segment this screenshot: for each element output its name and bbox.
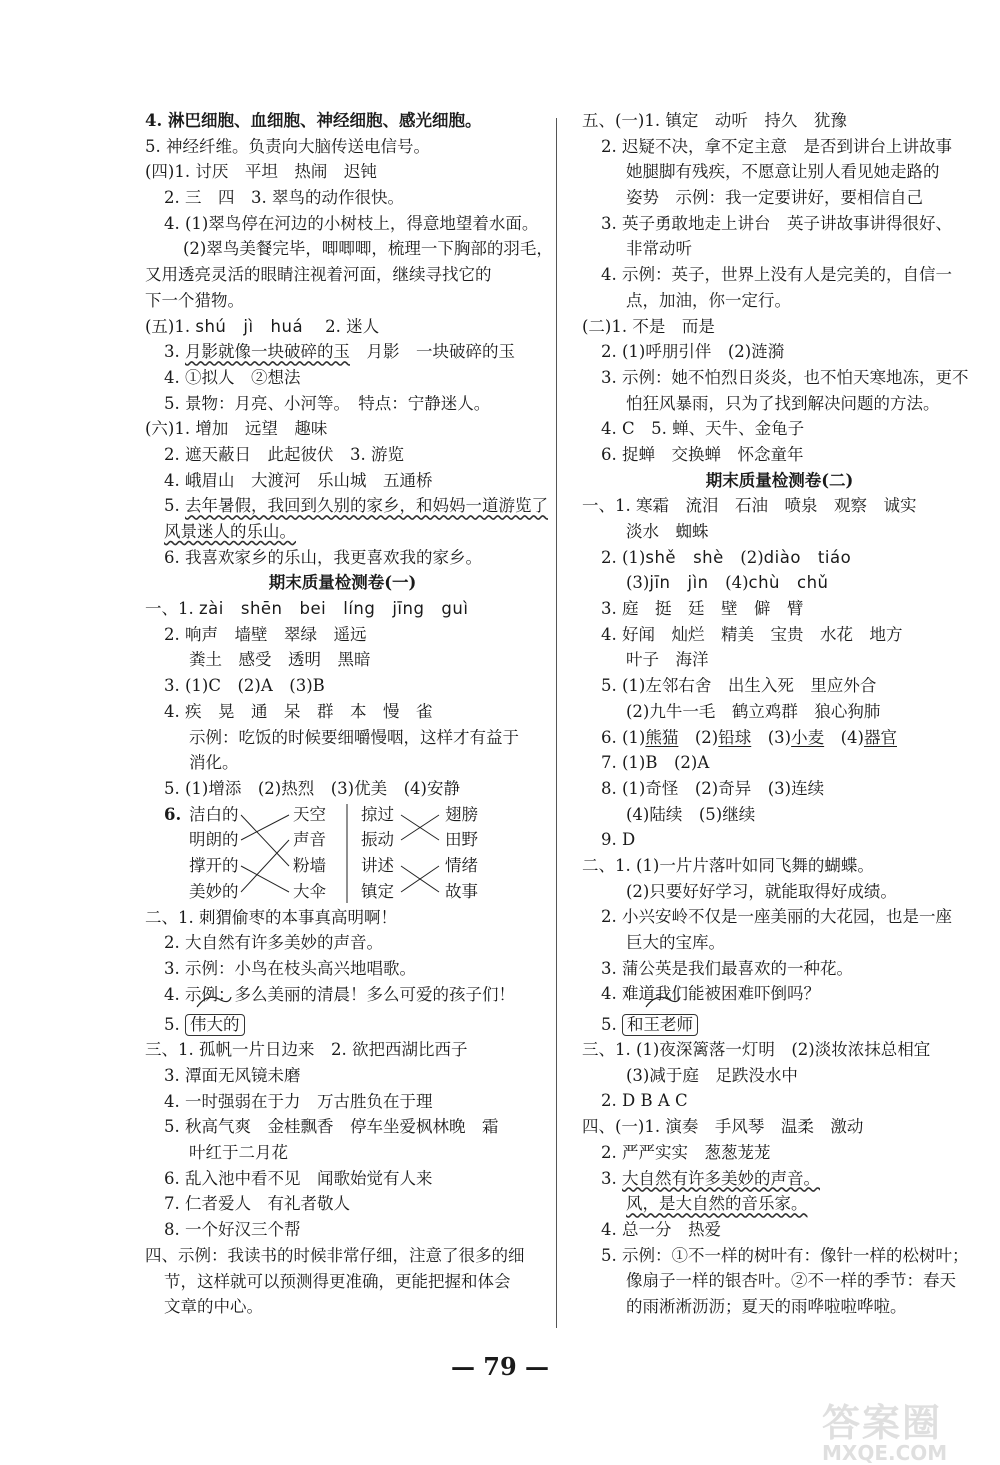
- answer-line: 3. 示例：她不怕烈日炎炎，也不怕天寒地冻，更不: [601, 367, 969, 387]
- underlined-word: 铅球: [718, 727, 752, 747]
- insert-mark-icon: [195, 993, 235, 1009]
- answer-line: 5. (1)左邻右舍 出生入死 里应外合: [601, 676, 877, 696]
- answer-line: 2. 遮天蔽日 此起彼伏 3. 游览: [164, 444, 404, 464]
- wavy-underlined-text: 风景迷人的乐山。: [164, 522, 296, 541]
- answer-line: 二、1. 刺猬偷枣的本事真高明啊！: [145, 907, 397, 927]
- answer-line: 三、1. (1)夜深篱落一灯明 (2)淡妆浓抹总相宜: [582, 1040, 931, 1060]
- answer-line: 4. 总一分 热爱: [601, 1219, 721, 1239]
- item-label: 6.: [164, 804, 182, 824]
- answer-line: 五、(一)1. 镇定 动听 持久 犹豫: [582, 111, 847, 130]
- answer-line: 4. 示例：英子，世界上没有人是完美的，自信一: [601, 265, 952, 285]
- answer-line: (4)陆续 (5)继续: [626, 804, 756, 824]
- boxed-word: 伟大的: [185, 1014, 245, 1036]
- answer-line: 她腿脚有残疾，不愿意让别人看见她走路的: [626, 162, 940, 182]
- match-word: 洁白的: [189, 804, 239, 824]
- answer-line: 4. 峨眉山 大渡河 乐山城 五通桥: [164, 470, 433, 490]
- page-number: — 79 —: [450, 1352, 550, 1381]
- answer-line: 4. 淋巴细胞、血细胞、神经细胞、感光细胞。: [145, 111, 482, 130]
- matching-exercise: [145, 802, 540, 905]
- answer-line: 3. 潭面无风镜未磨: [164, 1066, 301, 1085]
- answer-line: 7. (1)B (2)A: [601, 753, 710, 773]
- answer-line: 8. 一个好汉三个帮: [164, 1220, 301, 1240]
- answer-line: 5. 示例：①不一样的树叶有：像针一样的松树叶；: [601, 1245, 969, 1265]
- wavy-underlined-text: 风，是大自然的音乐家。: [626, 1194, 808, 1214]
- answer-line: [145, 519, 540, 545]
- answer-line: 6. 乱入池中看不见 闻歌始觉有人来: [164, 1168, 433, 1188]
- matching-diagram: [189, 802, 509, 905]
- answer-line: 4. 好闻 灿烂 精美 宝贵 水花 地方: [601, 624, 903, 644]
- item-label: 5.: [601, 1015, 617, 1035]
- underlined-word: 熊猫: [645, 727, 679, 747]
- answer-line: [145, 339, 540, 365]
- answer-line: 非常动听: [626, 239, 692, 259]
- answer-line: 8. (1)奇怪 (2)奇异 (3)连续: [601, 778, 825, 798]
- watermark-url: MXQE.COM: [822, 1441, 948, 1465]
- item-text: 月影 一块破碎的玉: [366, 342, 515, 362]
- item-label: (3): [767, 727, 792, 747]
- wavy-underlined-text: 大自然有许多美妙的声音。: [622, 1168, 820, 1188]
- answer-line: 三、1. 孤帆一片日边来 2. 欲把西湖比西子: [145, 1040, 468, 1060]
- answer-line: 6. 捉蝉 交换蝉 怀念童年: [601, 444, 804, 464]
- answer-line: [145, 1007, 540, 1037]
- answer-line: 2. 迟疑不决，拿不定主意 是否到讲台上讲故事: [601, 136, 952, 156]
- answer-line: 下一个猎物。: [145, 290, 244, 310]
- match-word: 美妙的: [189, 881, 239, 901]
- answer-line: 4. 疾 晃 通 呆 群 本 慢 雀: [164, 701, 433, 721]
- answer-line: [582, 1191, 977, 1217]
- watermark-logo-text: 答案圈: [822, 1401, 943, 1445]
- answer-line: 3. 庭 挺 廷 壁 僻 臂: [601, 599, 804, 619]
- answer-line: (四)1. 讨厌 平坦 热闹 迟钝: [145, 162, 377, 182]
- item-text: 2. 迷人: [325, 316, 380, 336]
- answer-line: 3. 示例：小鸟在枝头高兴地唱歌。: [164, 958, 416, 978]
- answer-line: 又用透亮灵活的眼睛注视着河面，继续寻找它的: [145, 265, 492, 285]
- answer-line: 像扇子一样的银杏叶。②不一样的季节：春天: [626, 1271, 956, 1291]
- answer-line: 怕狂风暴雨，只为了找到解决问题的方法。: [626, 393, 940, 413]
- match-word: 讲述: [361, 855, 394, 875]
- column-divider: [556, 118, 557, 1328]
- answer-line: (2)翠鸟美餐完毕，唧唧唧，梳理一下胸部的羽毛，: [183, 239, 553, 259]
- answer-line: 的雨淅淅沥沥；夏天的雨哗啦啦哗啦。: [626, 1296, 907, 1316]
- answer-line: (二)1. 不是 而是: [582, 316, 715, 336]
- answer-line: 2. 小兴安岭不仅是一座美丽的大花园，也是一座: [601, 907, 952, 927]
- answer-line: 二、1. (1)一片片落叶如同飞舞的蝴蝶。: [582, 855, 874, 875]
- answer-line: 姿势 示例：我一定要讲好，要相信自己: [626, 188, 923, 208]
- answer-line: [145, 596, 540, 622]
- answer-line: 2. (1)呼朋引伴 (2)涟漪: [601, 342, 785, 362]
- right-column: [582, 108, 977, 1320]
- item-label: 2. (1): [601, 547, 646, 567]
- answer-line: 示例：吃饭的时候要细嚼慢咽，这样才有益于: [189, 727, 519, 747]
- item-label: 5.: [164, 1015, 180, 1035]
- answer-line: 3. (1)C (2)A (3)B: [164, 676, 325, 696]
- pinyin-answer: shě shè: [645, 547, 724, 567]
- section-title: 期末质量检测卷(二): [705, 470, 854, 490]
- answer-line: [582, 545, 977, 571]
- answer-line: 节，这样就可以预测得更准确，更能把握和体会: [164, 1271, 511, 1291]
- answer-line: 7. 仁者爱人 有礼者敬人: [164, 1194, 350, 1214]
- answer-line: 6. 我喜欢家乡的乐山，我更喜欢我的家乡。: [164, 547, 482, 567]
- section-title: 期末质量检测卷(一): [268, 573, 417, 593]
- match-word: 天空: [293, 804, 326, 824]
- pinyin-answer: diào tiáo: [763, 547, 852, 567]
- answer-line: (2)只要好好学习，就能取得好成绩。: [626, 881, 897, 901]
- item-label: 6. (1): [601, 727, 646, 747]
- pinyin-answer: zài shēn bei líng jīng guì: [199, 599, 469, 619]
- wavy-underlined-text: 去年暑假，我回到久别的家乡，和妈妈一道游览了: [185, 496, 548, 516]
- match-word: 大伞: [293, 881, 326, 901]
- match-word: 声音: [293, 830, 326, 850]
- answer-line: 4. 示例：多么美丽的清晨！多么可爱的孩子们！: [164, 984, 515, 1004]
- wavy-underlined-text: 月影就像一块破碎的玉: [185, 342, 350, 362]
- answer-line: 9. D: [601, 830, 636, 850]
- match-word: 翅膀: [445, 804, 478, 824]
- answer-line: 粪土 感受 透明 黑暗: [189, 650, 371, 670]
- item-label: 一、1.: [145, 599, 194, 619]
- answer-line: 4. C 5. 蝉、天牛、金龟子: [601, 419, 805, 439]
- answer-line: 5. 秋高气爽 金桂飘香 停车坐爱枫林晚 霜: [164, 1117, 499, 1137]
- answer-line: [145, 493, 548, 519]
- match-word: 田野: [445, 830, 478, 850]
- answer-line: 4. (1)翠鸟停在河边的小树枝上，得意地望着水面。: [164, 213, 539, 233]
- watermark: [822, 1392, 992, 1465]
- item-label: (4): [725, 573, 749, 593]
- answer-line: 2. 三 四 3. 翠鸟的动作很快。: [164, 188, 404, 208]
- answer-line: [582, 570, 977, 596]
- answer-line: (3)减于庭 足跌没水中: [626, 1065, 798, 1085]
- match-word: 掠过: [361, 804, 394, 824]
- answer-line: [582, 1166, 977, 1192]
- answer-line: 淡水 蜘蛛: [626, 522, 709, 541]
- answer-line: 5. (1)增添 (2)热烈 (3)优美 (4)安静: [164, 778, 460, 798]
- answer-line: (六)1. 增加 远望 趣味: [145, 419, 328, 439]
- answer-line: 3. 英子勇敢地走上讲台 英子讲故事讲得很好、: [601, 213, 952, 233]
- pinyin-answer: chù chǔ: [748, 573, 829, 593]
- match-word: 明朗的: [189, 830, 239, 850]
- answer-line: [582, 1007, 977, 1037]
- answer-line: 5. 景物：月亮、小河等。 特点：宁静迷人。: [164, 393, 491, 413]
- match-word: 粉墙: [293, 855, 326, 875]
- answer-line: 叶子 海洋: [626, 650, 709, 670]
- match-word: 撑开的: [189, 855, 239, 875]
- answer-line: 四、(一)1. 演奏 手风琴 温柔 激动: [582, 1117, 864, 1137]
- answer-line: 3. 蒲公英是我们最喜欢的一种花。: [601, 958, 853, 978]
- item-label: (4): [840, 727, 864, 747]
- answer-line: 叶红于二月花: [189, 1143, 288, 1163]
- underlined-word: 小麦: [791, 727, 825, 747]
- answer-line: 点，加油，你一定行。: [626, 290, 791, 310]
- answer-line: 4. 难道我们能被困难吓倒吗？: [601, 984, 820, 1004]
- answer-line: 文章的中心。: [164, 1297, 263, 1317]
- answer-line: 2. 大自然有许多美妙的声音。: [164, 933, 383, 953]
- answer-line: (2)九牛一毛 鹤立鸡群 狼心狗肺: [626, 701, 881, 721]
- answer-line: 4. 一时强弱在于力 万古胜负在于理: [164, 1091, 433, 1111]
- answer-line: 2. 响声 墙壁 翠绿 遥远: [164, 624, 367, 644]
- answer-line: [145, 314, 540, 340]
- answer-line: [582, 725, 977, 751]
- pinyin-answer: jīn jìn: [649, 573, 709, 593]
- answer-line: 5. 神经纤维。负责向大脑传送电信号。: [145, 136, 430, 156]
- item-label: (2): [694, 727, 719, 747]
- insert-mark-icon: [644, 993, 684, 1009]
- answer-line: 四、示例：我读书的时候非常仔细，注意了很多的细: [145, 1245, 525, 1265]
- boxed-word: 和王老师: [622, 1014, 698, 1036]
- match-word: 情绪: [445, 855, 478, 875]
- answer-line: 4. ①拟人 ②想法: [164, 367, 301, 387]
- match-word: 振动: [361, 830, 394, 850]
- item-label: 3.: [164, 342, 180, 362]
- match-word: 镇定: [361, 881, 394, 901]
- left-column: [145, 108, 553, 1320]
- answer-line: 消化。: [189, 753, 239, 773]
- pinyin-answer: shú jì huá: [195, 316, 304, 336]
- answer-line: 2. D B A C: [601, 1091, 688, 1111]
- item-label: (2): [740, 547, 764, 567]
- answer-line: 一、1. 寒霜 流泪 石油 喷泉 观察 诚实: [582, 496, 917, 516]
- answer-line: 2. 严严实实 葱葱茏茏: [601, 1142, 771, 1162]
- match-word: 故事: [445, 881, 478, 901]
- item-label: 5.: [164, 496, 180, 516]
- underlined-word: 器官: [864, 727, 897, 747]
- item-label: (3): [626, 573, 650, 593]
- item-label: (五)1.: [145, 316, 191, 336]
- item-label: 3.: [601, 1168, 617, 1188]
- answer-line: 巨大的宝库。: [626, 933, 725, 952]
